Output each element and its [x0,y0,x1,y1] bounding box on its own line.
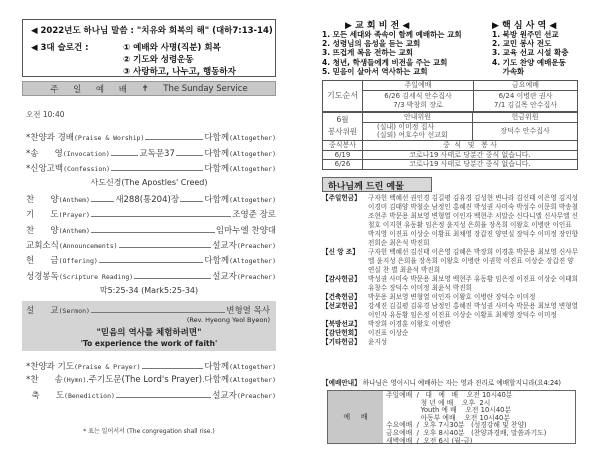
item-leader-en: (Altogether) [229,134,276,142]
lunch-date: 6/26 [323,160,363,170]
item-leader-en: (Altogether) [229,150,277,158]
item-label: 성경봉독 [26,272,59,282]
side-char: 배 [360,413,368,421]
lunch-head: 중 식 및 봉 사 [363,141,578,151]
item-label: *신앙고백 [26,164,64,174]
slogan-1: ① 예배와 사명(직분) 회복 [123,43,221,53]
offering-names: 구자헌 백혜선 권인경 김길평 김유경 김성현 변나라 김신태 이은영 김지성 이경미 김태양 박철순 남정인 홍혜진 박성권 사미숙 박성수 이문희 박송철 조현주 박문용 최보영 변형열 이인자 백현주 서말순 신다니엘 신사무엘 신철호 이지현 유동활 임은정 윤지성 은희율 장옥희 이왕호 이병란 이인표 박지영 이진표 이상순 이황표 최채영 장갑진 양연실 장덕수 이미정 장인향 전희순 최은석 박진희 [368,194,578,247]
offering-group [322,329,580,338]
sermon-title-en: 'To experience the work of faith' [80,339,218,348]
item-leader: 다함께 [204,375,230,385]
mission-item: 4. 기도 찬양 예배운동 [492,57,566,67]
mission-item: 2. 교민 봉사 전도 [492,39,552,49]
item-leader-en: (Preacher) [236,392,276,400]
item-label-en: (Scripture Reading) [58,273,134,281]
order-item [26,254,276,266]
item-leader: 설교자 [212,391,237,401]
offering-names: 구자헌 백혜선 김신태 이은영 김혜은 박장희 이경훈 박문용 최보영 신사무엘 윤지성 은희율 장옥희 이왕호 이병란 이권학 이진표 이상순 장갑진 양연실 찬 별 최윤석 박진희 [368,248,578,274]
order-item [26,208,276,220]
item-leader-en: (Preacher) [236,242,276,250]
offering-label: 【기타헌금】 [322,338,361,346]
order-item [26,360,276,372]
header-char: 주 [50,84,59,95]
item-leader: 설교자 [212,272,237,282]
offering-label: 【선교헌금】 [322,302,361,310]
service-header [22,81,276,96]
item-label-en: (Benediction) [64,392,115,400]
item-label-en: (Invocation) [62,150,110,158]
offering-group [322,275,580,293]
mission-item: 가속화 [492,66,525,76]
item-label: *송 영 [26,149,63,159]
vision-item: 4. 청년, 학생들에게 비전을 주는 교회 [322,57,448,67]
offering-group [322,338,580,347]
item-label: 헌 금 [26,256,59,266]
item-leader: 다함께 [204,164,230,174]
offering-group [322,302,580,320]
item-leader-en: (Altogether) [229,363,276,371]
offering-names: 박성권 사미숙 박문용 최보영 백현주 유동황 임은정 이진표 이상순 이태희 유창수 장덕수 이미정 최윤석 박진희 [368,275,578,292]
item-detail: 주기도문(The Lord's Prayer) [88,375,203,385]
item-leader: 설교자 [212,241,237,251]
offering-person: 장덕수 안수집사 [473,122,578,140]
order-item [26,147,276,159]
item-label: *찬양과 기도 [26,362,75,372]
lunch-table [322,140,578,170]
item-label-en: (Confession) [63,165,111,173]
order-item [26,162,276,174]
item-label-en: (Hymn) [62,376,87,384]
item-leader-en: (Altogether) [229,165,276,173]
item-label-en: (Praise & Prayer) [74,363,141,371]
item-label: *찬 송 [26,375,63,385]
guide-person: (실내) 이미정 집사 [377,122,435,131]
preacher: 변형열 목사 [226,306,270,316]
yearly-verse: ◀ 2022년도 하나님 말씀 : "치유와 회복의 해" (대하7:13-14) [31,26,273,36]
sermon-title: "믿음의 역사를 체험하려면" [96,328,202,338]
offering-group [322,320,580,329]
lunch-text: 코로나19 사태로 당분간 중식 없습니다. [363,150,578,160]
vision-list [322,30,462,76]
item-leader: 다함께 [204,149,230,159]
item-leader: 다함께 [204,362,230,372]
item-leader: 다함께 [204,256,230,266]
item-label-en: (Praise & Worship) [74,134,145,142]
col-sunday: 주일예배 [363,81,474,91]
vision-item: 3. 뜨겁게 복음 전하는 교회 [322,48,413,58]
item-label: 축 도 [26,391,65,401]
order-item [26,224,276,236]
slogan-label: ◀ 3대 슬로건 : [31,43,89,53]
item-detail: 교독문37 [139,149,175,159]
volunteer-table [322,112,578,141]
sunday-prayer: 6/26 김세식 안수집사 [384,92,452,100]
item-label: 찬 양 [26,226,59,236]
offering-label: 【신 앙 조】 [322,248,359,256]
friday-prayer: 7/1 김길목 안수집사 [494,100,558,109]
prayer-duty-table [322,80,578,112]
worship-times: 주일예배 / 대 예 배 오전 10시40분 청 년 예 배 오후 2시 Youth 예 배 오전 10시40분 아동부 예배 오전 10시40분 수요예배 / 오후 7시30분 (성경강해 및 찬양) 금요예배 / 오후 8시40분 (찬양과경배, 말씀과기도) 새벽예배 / 오전 6시 (월-금) [386,391,547,445]
offering-label: 【감사헌금】 [322,275,361,283]
item-label-en: (Offering) [58,257,98,265]
header-char: 일 [73,84,82,95]
guide-person: (실외) 여호수아 선교회 [377,131,448,139]
vision-item: 5. 믿음이 살아서 역사하는 교회 [322,66,428,76]
order-item [26,373,276,385]
offering-names: 박문용 최보영 변형열 이인자 이왕호 이병란 장덕수 이미정 [368,293,536,301]
item-label: 교회소식 [26,241,59,251]
preacher-en: (Rev. Hyeong Yeol Byeon) [186,316,270,324]
side-char: 예 [343,413,351,421]
item-label-en: (Anthem) [58,227,90,235]
worship-label: 【예배안내】 [322,379,361,387]
lunch-date: 6/19 [323,150,363,160]
offering-names: 박장희 이경훈 이왕호 이병란 [368,320,451,328]
yearly-theme-box [22,19,276,77]
sermon-label: 설 교 [26,306,59,316]
item-label: *찬양과 경배 [26,133,75,143]
order-item [26,239,276,251]
sermon-box [22,301,276,351]
cross-icon: ✝ [141,83,149,94]
offerings-title: 하나님께 드린 예물 [322,177,432,192]
friday-prayer: 6/24 이병란 권사 [498,92,553,100]
vision-item: 2. 성령님의 음성을 듣는 교회 [322,39,421,49]
lunch-text: 코로나19 사태로 당분간 중식 없습니다. [363,160,578,170]
lunch-label: 중식봉사 [323,141,363,151]
item-detail: 새288(통204)장 [115,195,180,205]
scripture-ref: 막5:25-34 (Mark5:25-34) [99,286,199,295]
worship-schedule [327,390,576,444]
col-offering: 헌금위원 [473,113,578,123]
offering-names: 윤지성 [368,338,388,346]
item-label: 찬 양 [26,195,59,205]
slogan-2: ② 기도와 성령운동 [123,55,194,65]
sunday-prayer: 7/3 박창희 장로 [393,100,443,109]
mission-item: 3. 교육 선교 시설 확충 [492,48,569,58]
offering-label: 【감단헌회】 [322,329,361,337]
offering-group [322,248,580,275]
offering-label: 【주일헌금】 [322,194,361,202]
col-guide: 안내위원 [363,113,473,123]
mission-title: ▶ 핵 심 사 역 ◀ [492,21,557,31]
mission-list [492,30,568,76]
item-leader: 다함께 [204,133,230,143]
worship-verse: 하나님은 영이시니 예배하는 자는 영과 진리로 예배할지니라(요4:24) [362,379,561,387]
service-time: 오전 10:40 [26,110,65,119]
prayer-label: 기도순서 [323,81,363,112]
item-leader-en: (Altogether) [229,196,276,204]
month: 6월 [336,115,349,125]
order-item [26,270,276,282]
header-english: The Sunday Service [163,83,248,94]
offering-group [322,194,580,248]
header-char: 배 [118,84,127,95]
offerings-list [322,194,580,347]
offering-label: 【북방선교】 [322,320,361,328]
worship-guide-line [322,377,561,387]
item-leader-en: (Preacher) [236,273,276,281]
order-item [26,389,276,401]
item-leader: 다함께 [204,195,230,205]
standing-note: * 표는 일어서서 (The congregation shall rise.) [83,428,215,435]
order-item [26,193,276,205]
item-label: 기 도 [26,210,59,220]
vision-title: ▶ 교 회 비 전 ◀ [345,21,410,31]
offering-names: 이진표 이상순 [368,329,409,337]
slogan-3: ③ 사랑하고, 나누고, 행동하자 [123,67,236,77]
item-label-en: (Announcements) [58,242,118,250]
item-leader-en: (Altogether) [229,376,276,384]
item-label-en: (Anthem) [58,196,90,204]
sermon-label-en: (Sermon) [58,307,90,315]
serve-label: 봉사위원 [328,127,357,137]
item-leader: 조영준 장로 [232,210,276,220]
creed: 사도신경(The Apostles' Creed) [90,178,208,187]
offering-group [322,293,580,302]
header-char: 예 [95,84,105,95]
item-leader: 임마누엘 찬양대 [215,226,276,236]
mission-item: 1. 북방 원주민 선교 [492,30,559,39]
vision-item: 1. 모든 세대와 족속이 함께 예배하는 교회 [322,30,462,39]
item-leader-en: (Altogether) [229,257,276,265]
item-label-en: (Prayer) [58,211,90,219]
col-friday: 금요예배 [474,81,578,91]
offering-label: 【건축헌금】 [322,293,361,301]
order-item [26,131,276,143]
offering-names: 강세진 김길평 김유경 남정인 홍혜진 박성권 사미숙 박문용 최보영 변형열 이인자 유동황 임은정 이진표 이상순 이황표 최채영 장덕수 이미정 [368,302,578,319]
